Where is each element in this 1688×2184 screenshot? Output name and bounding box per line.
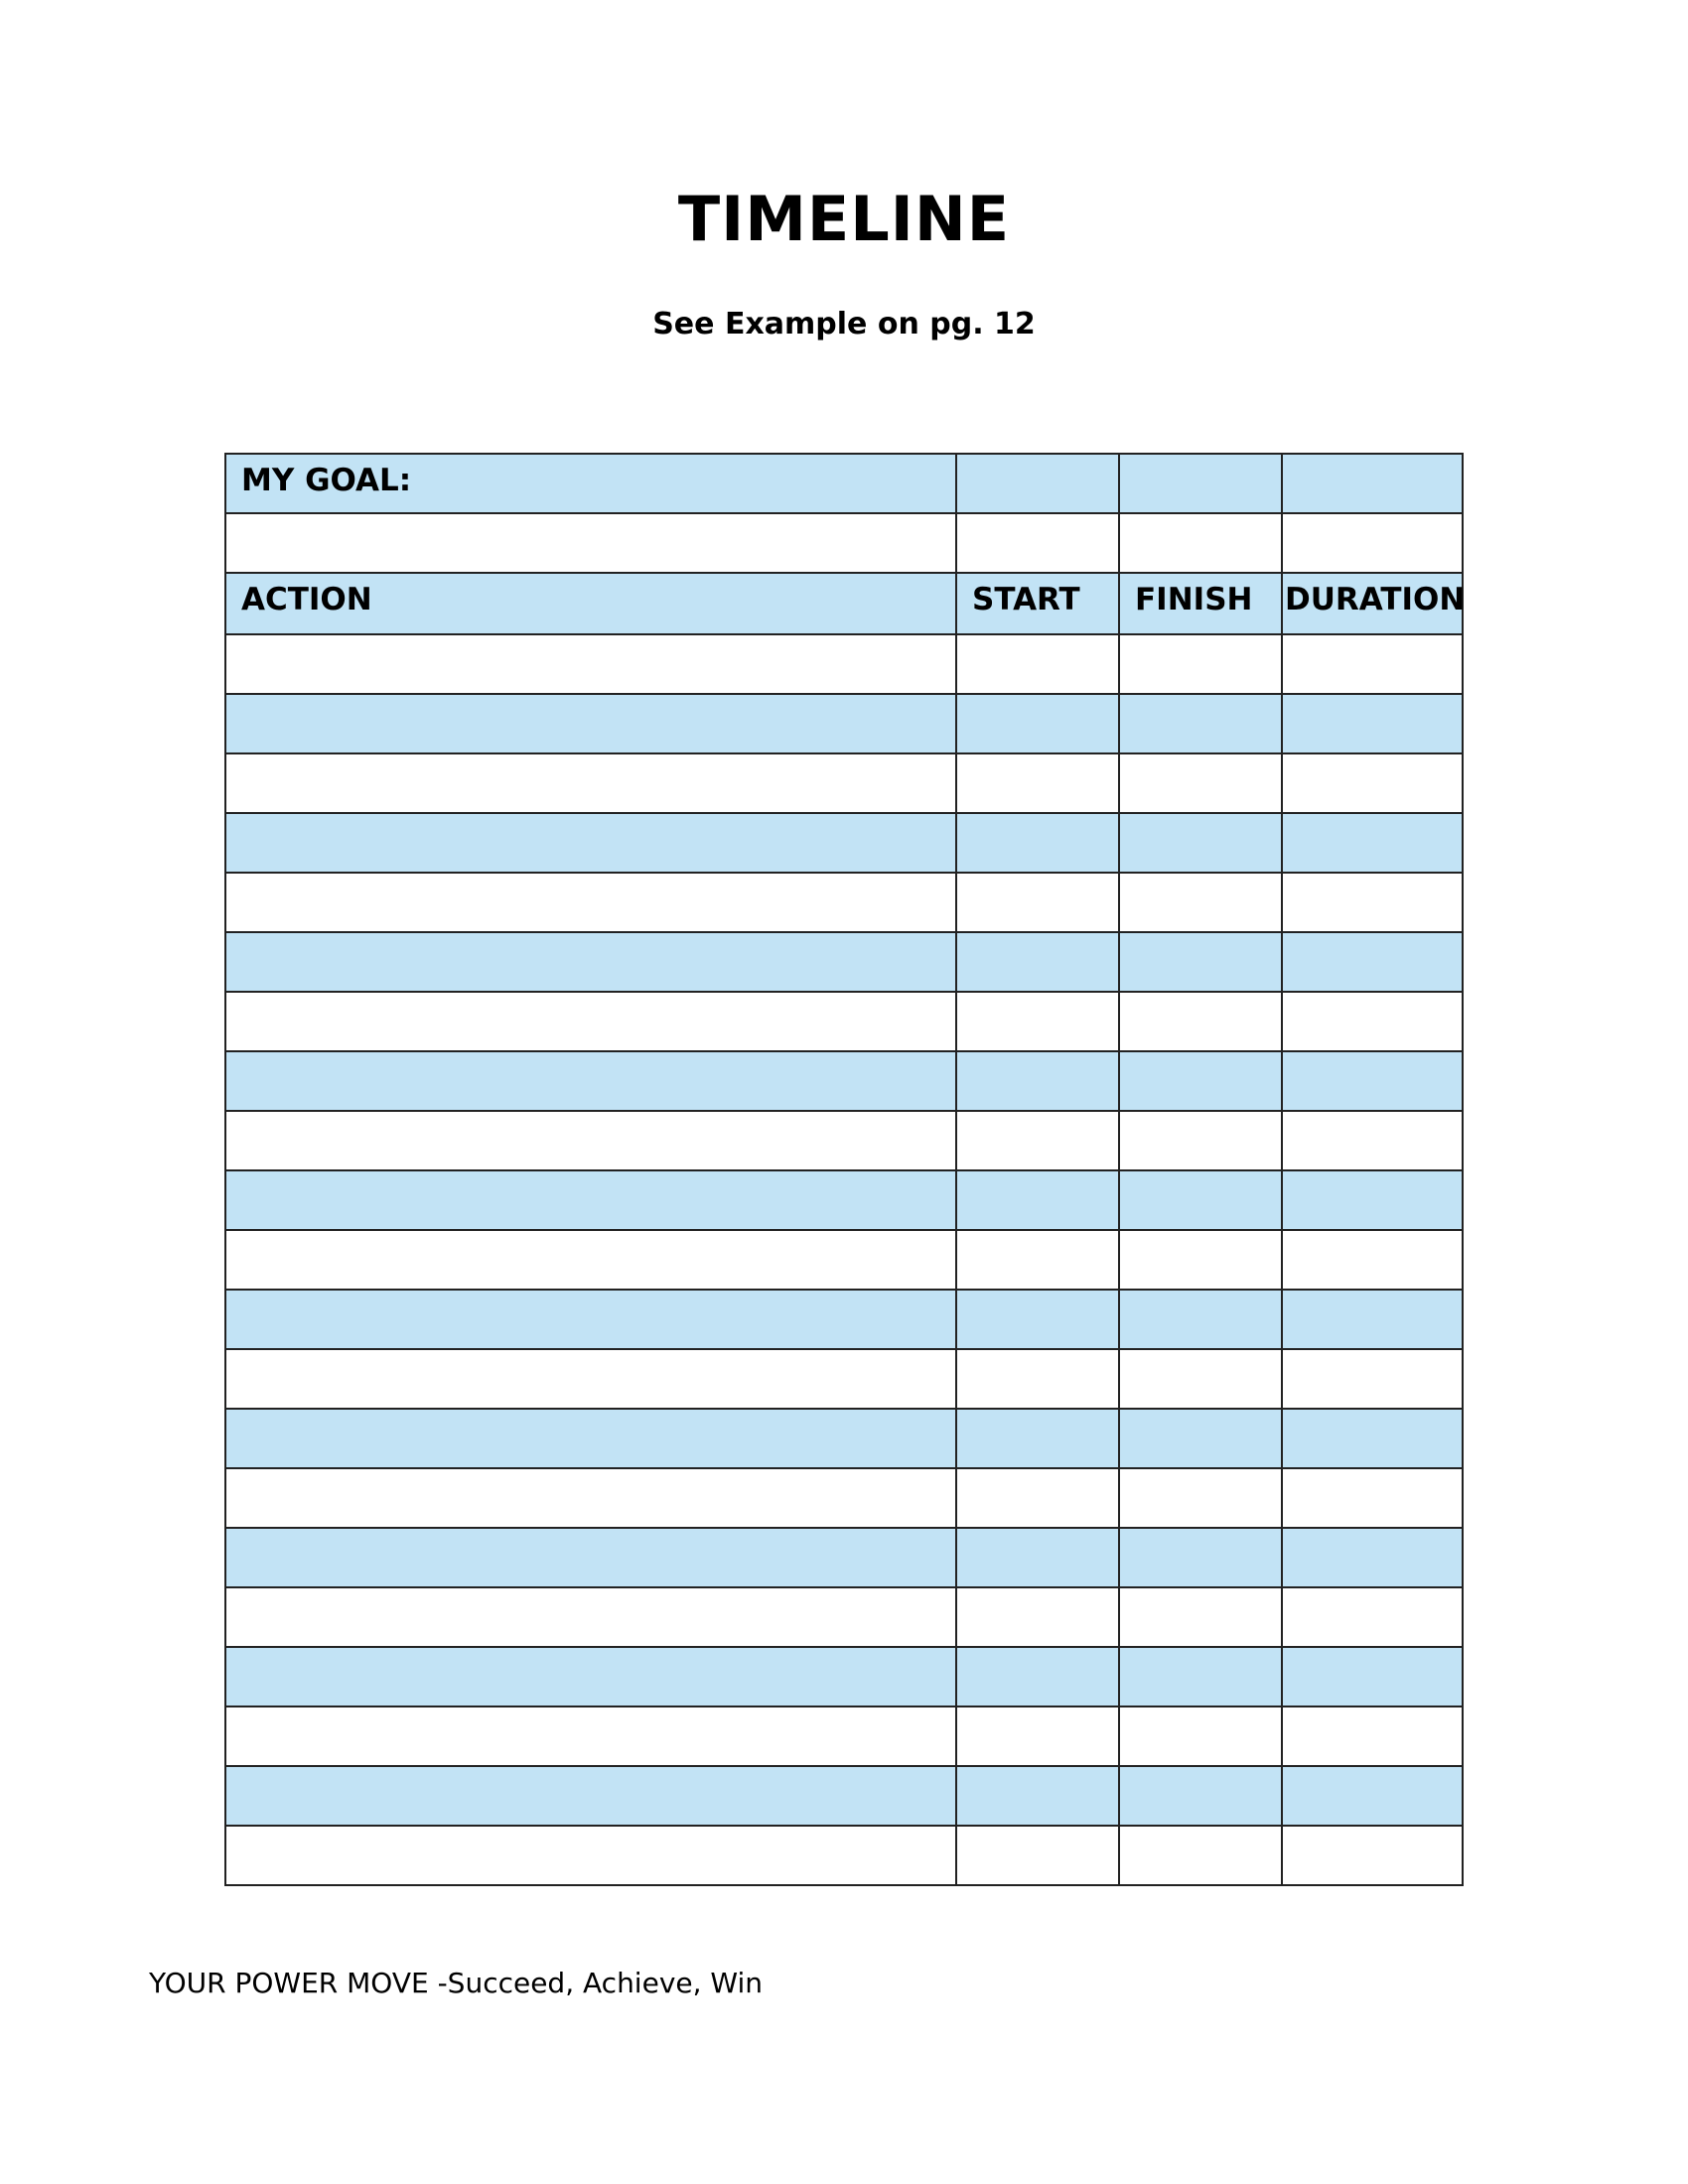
finish-cell[interactable]: [1119, 694, 1282, 753]
finish-cell[interactable]: [1119, 992, 1282, 1051]
action-cell[interactable]: [225, 1349, 956, 1409]
start-cell[interactable]: [956, 873, 1119, 932]
action-cell[interactable]: [225, 992, 956, 1051]
table-row: [225, 1290, 1463, 1349]
table-row: [225, 1230, 1463, 1290]
action-cell[interactable]: [225, 1647, 956, 1706]
finish-cell[interactable]: [1119, 1706, 1282, 1766]
duration-cell[interactable]: [1282, 1230, 1463, 1290]
finish-cell[interactable]: [1119, 813, 1282, 873]
start-cell[interactable]: [956, 1111, 1119, 1170]
duration-cell[interactable]: [1282, 1349, 1463, 1409]
table-row: [225, 634, 1463, 694]
start-cell[interactable]: [956, 932, 1119, 992]
action-cell[interactable]: [225, 1528, 956, 1587]
goal-entry-duration[interactable]: [1282, 513, 1463, 573]
goal-entry-row: [225, 513, 1463, 573]
duration-cell[interactable]: [1282, 1111, 1463, 1170]
action-cell[interactable]: [225, 813, 956, 873]
start-cell[interactable]: [956, 992, 1119, 1051]
table-row: [225, 1647, 1463, 1706]
start-cell[interactable]: [956, 1409, 1119, 1468]
finish-cell[interactable]: [1119, 1647, 1282, 1706]
finish-cell[interactable]: [1119, 1528, 1282, 1587]
header-action: ACTION: [225, 573, 956, 634]
action-cell[interactable]: [225, 1766, 956, 1826]
table-row: [225, 1051, 1463, 1111]
duration-cell[interactable]: [1282, 813, 1463, 873]
finish-cell[interactable]: [1119, 1766, 1282, 1826]
action-cell[interactable]: [225, 1826, 956, 1885]
start-cell[interactable]: [956, 1468, 1119, 1528]
finish-cell[interactable]: [1119, 932, 1282, 992]
footer-text: YOUR POWER MOVE -Succeed, Achieve, Win: [149, 1967, 764, 1999]
goal-label-cell-start: [956, 454, 1119, 513]
table-row: [225, 1468, 1463, 1528]
timeline-table: [224, 453, 1464, 1886]
table-row: [225, 932, 1463, 992]
finish-cell[interactable]: [1119, 1111, 1282, 1170]
table-row: [225, 1170, 1463, 1230]
action-cell[interactable]: [225, 1409, 956, 1468]
duration-cell[interactable]: [1282, 1647, 1463, 1706]
start-cell[interactable]: [956, 1826, 1119, 1885]
duration-cell[interactable]: [1282, 1706, 1463, 1766]
action-cell[interactable]: [225, 694, 956, 753]
start-cell[interactable]: [956, 1290, 1119, 1349]
finish-cell[interactable]: [1119, 1051, 1282, 1111]
goal-label-row: [225, 454, 1463, 513]
finish-cell[interactable]: [1119, 634, 1282, 694]
start-cell[interactable]: [956, 753, 1119, 813]
table-row: [225, 873, 1463, 932]
action-cell[interactable]: [225, 873, 956, 932]
start-cell[interactable]: [956, 1766, 1119, 1826]
duration-cell[interactable]: [1282, 1766, 1463, 1826]
finish-cell[interactable]: [1119, 1587, 1282, 1647]
action-cell[interactable]: [225, 1587, 956, 1647]
action-cell[interactable]: [225, 1290, 956, 1349]
duration-cell[interactable]: [1282, 1170, 1463, 1230]
finish-cell[interactable]: [1119, 753, 1282, 813]
start-cell[interactable]: [956, 1706, 1119, 1766]
goal-entry-field[interactable]: [225, 513, 956, 573]
goal-label-cell-duration: [1282, 454, 1463, 513]
action-cell[interactable]: [225, 634, 956, 694]
duration-cell[interactable]: [1282, 992, 1463, 1051]
table-row: [225, 1409, 1463, 1468]
duration-cell[interactable]: [1282, 1409, 1463, 1468]
table-row: [225, 1826, 1463, 1885]
duration-cell[interactable]: [1282, 1468, 1463, 1528]
start-cell[interactable]: [956, 1647, 1119, 1706]
action-cell[interactable]: [225, 753, 956, 813]
action-cell[interactable]: [225, 1170, 956, 1230]
action-cell[interactable]: [225, 932, 956, 992]
table-row: [225, 1349, 1463, 1409]
start-cell[interactable]: [956, 1587, 1119, 1647]
start-cell[interactable]: [956, 813, 1119, 873]
table-row: [225, 992, 1463, 1051]
start-cell[interactable]: [956, 694, 1119, 753]
start-cell[interactable]: [956, 634, 1119, 694]
finish-cell[interactable]: [1119, 1468, 1282, 1528]
finish-cell[interactable]: [1119, 1409, 1282, 1468]
start-cell[interactable]: [956, 1230, 1119, 1290]
start-cell[interactable]: [956, 1528, 1119, 1587]
duration-cell[interactable]: [1282, 694, 1463, 753]
header-finish: FINISH: [1119, 573, 1282, 634]
finish-cell[interactable]: [1119, 873, 1282, 932]
table-row: [225, 1706, 1463, 1766]
table-row: [225, 1587, 1463, 1647]
finish-cell[interactable]: [1119, 1230, 1282, 1290]
header-start: START: [956, 573, 1119, 634]
finish-cell[interactable]: [1119, 1826, 1282, 1885]
goal-label-cell-finish: [1119, 454, 1282, 513]
table-row: [225, 813, 1463, 873]
table-row: [225, 694, 1463, 753]
action-cell[interactable]: [225, 1706, 956, 1766]
goal-entry-start[interactable]: [956, 513, 1119, 573]
duration-cell[interactable]: [1282, 1587, 1463, 1647]
duration-cell[interactable]: [1282, 634, 1463, 694]
action-cell[interactable]: [225, 1468, 956, 1528]
header-row: [225, 573, 1463, 634]
duration-cell[interactable]: [1282, 753, 1463, 813]
duration-cell[interactable]: [1282, 1528, 1463, 1587]
duration-cell[interactable]: [1282, 1051, 1463, 1111]
table-row: [225, 1766, 1463, 1826]
table-row: [225, 1111, 1463, 1170]
start-cell[interactable]: [956, 1349, 1119, 1409]
start-cell[interactable]: [956, 1051, 1119, 1111]
page-title: TIMELINE: [677, 183, 1011, 255]
finish-cell[interactable]: [1119, 1290, 1282, 1349]
action-cell[interactable]: [225, 1230, 956, 1290]
start-cell[interactable]: [956, 1170, 1119, 1230]
header-duration: DURATION: [1282, 573, 1463, 634]
duration-cell[interactable]: [1282, 873, 1463, 932]
duration-cell[interactable]: [1282, 1290, 1463, 1349]
goal-label: MY GOAL:: [225, 454, 956, 513]
subtitle: See Example on pg. 12: [652, 307, 1036, 341]
duration-cell[interactable]: [1282, 1826, 1463, 1885]
table-row: [225, 753, 1463, 813]
action-cell[interactable]: [225, 1111, 956, 1170]
finish-cell[interactable]: [1119, 1170, 1282, 1230]
duration-cell[interactable]: [1282, 932, 1463, 992]
table-row: [225, 1528, 1463, 1587]
action-cell[interactable]: [225, 1051, 956, 1111]
goal-entry-finish[interactable]: [1119, 513, 1282, 573]
finish-cell[interactable]: [1119, 1349, 1282, 1409]
